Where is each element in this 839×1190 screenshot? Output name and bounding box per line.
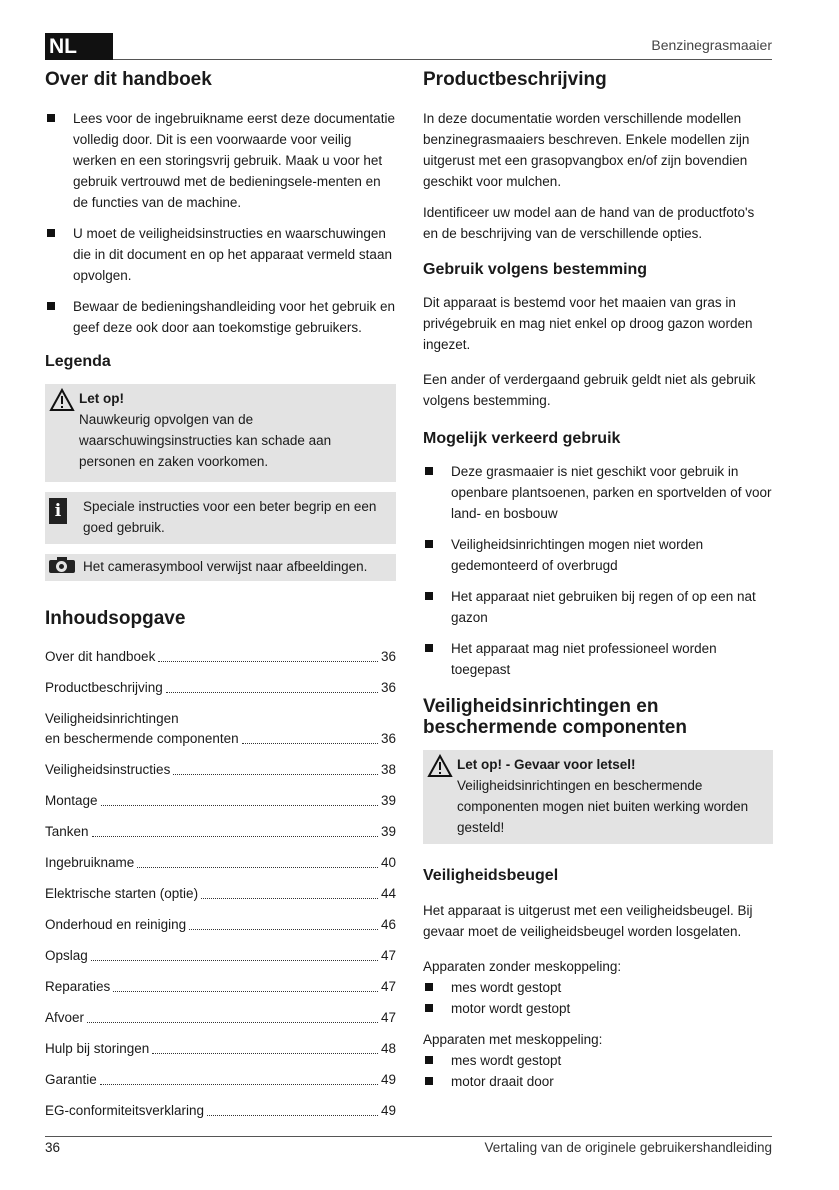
toc-item[interactable]: Opslag 47	[45, 948, 396, 963]
danger-box	[423, 750, 773, 844]
bullet-icon	[47, 229, 55, 237]
warning-text: Nauwkeurig opvolgen van de waarschuwingsinstructies kan schade aan personen en zaken voorkomen.	[79, 412, 332, 469]
list-item: U moet de veiligheidsinstructies en waarschuwingen die in dit document en op het apparaat vermeld staan opvolgen.	[45, 223, 396, 286]
use-paragraph: Een ander of verdergaand gebruik geldt niet als gebruik volgens bestemming.	[423, 372, 756, 408]
bullet-icon	[47, 114, 55, 122]
danger-title: Let op! - Gevaar voor letsel!	[457, 757, 636, 772]
list-item: mes wordt gestopt	[423, 977, 773, 998]
use-paragraph: Dit apparaat is bestemd voor het maaien van gras in privégebruik en mag niet enkel op droog gazon worden ingezet.	[423, 295, 753, 352]
document-title: Benzinegrasmaaier	[651, 37, 772, 53]
page-number: 36	[45, 1140, 61, 1155]
without-clutch-label: Apparaten zonder meskoppeling:	[423, 959, 622, 974]
product-paragraph: Identificeer uw model aan de hand van de productfoto's en de beschrijving van de verschillende opties.	[423, 205, 755, 241]
toc-item[interactable]: Productbeschrijving 36	[45, 680, 396, 695]
toc-item[interactable]: Afvoer 47	[45, 1010, 396, 1025]
use-heading: Gebruik volgens bestemming	[423, 261, 648, 278]
toc-item[interactable]: Onderhoud en reiniging 46	[45, 917, 396, 932]
info-text: Speciale instructies voor een beter begrip en een goed gebruik.	[83, 499, 377, 535]
with-clutch-list	[423, 1050, 773, 1092]
bullet-icon	[425, 1077, 433, 1085]
toc-item[interactable]: Tanken 39	[45, 824, 396, 839]
toc-item[interactable]: Elektrische starten (optie) 44	[45, 886, 396, 901]
toc-item[interactable]: Hulp bij storingen 48	[45, 1041, 396, 1056]
list-item: Deze grasmaaier is niet geschikt voor gebruik in openbare plantsoenen, parken en sportvelden of voor land- en bosbouw	[423, 461, 773, 524]
footer-rule	[45, 1136, 772, 1137]
list-item: motor draait door	[423, 1071, 773, 1092]
toc-item[interactable]: Veiligheidsinrichtingen en beschermende componenten 36	[45, 711, 396, 746]
toc-item[interactable]: Reparaties 47	[45, 979, 396, 994]
legend-heading: Legenda	[45, 353, 111, 370]
toc-item[interactable]: Veiligheidsinstructies 38	[45, 762, 396, 777]
list-item: Het apparaat niet gebruiken bij regen of op een nat gazon	[423, 586, 773, 628]
list-item: mes wordt gestopt	[423, 1050, 773, 1071]
list-item: Het apparaat mag niet professioneel worden toegepast	[423, 638, 773, 680]
warning-triangle-icon	[427, 754, 453, 778]
about-list	[45, 108, 396, 338]
bullet-icon	[425, 1004, 433, 1012]
right-column	[423, 68, 773, 1092]
about-heading: Over dit handboek	[45, 69, 212, 90]
misuse-list	[423, 461, 773, 680]
bullet-icon	[425, 983, 433, 991]
camera-text: Het camerasymbool verwijst naar afbeeldingen.	[83, 559, 368, 574]
warning-box	[45, 384, 396, 482]
info-icon: i	[49, 498, 67, 524]
toc-item[interactable]: Garantie 49	[45, 1072, 396, 1087]
footer-text: Vertaling van de originele gebruikershandleiding	[484, 1140, 772, 1155]
safety-heading: Veiligheidsinrichtingen en beschermende componenten	[423, 696, 687, 738]
header-rule	[113, 59, 772, 60]
bullet-icon	[425, 644, 433, 652]
warning-triangle-icon	[49, 388, 75, 412]
misuse-heading: Mogelijk verkeerd gebruik	[423, 430, 621, 447]
list-item: Bewaar de bedieningshandleiding voor het gebruik en geef deze ook door aan toekomstige gebruikers.	[45, 296, 396, 338]
camera-icon	[49, 560, 75, 573]
bullet-icon	[425, 592, 433, 600]
list-item: Veiligheidsinrichtingen mogen niet worden gedemonteerd of overbrugd	[423, 534, 773, 576]
toc-item[interactable]: Ingebruikname 40	[45, 855, 396, 870]
bullet-icon	[425, 1056, 433, 1064]
toc-item[interactable]: Montage 39	[45, 793, 396, 808]
list-item: Lees voor de ingebruikname eerst deze documentatie volledig door. Dit is een voorwaarde voor veilig werken en een storingsvrij gebruik. Maak u voor het gebruik vertrouwd met de bedieningsele-menten en de functies van de machine.	[45, 108, 396, 213]
toc-item[interactable]: Over dit handboek 36	[45, 649, 396, 664]
toc-heading: Inhoudsopgave	[45, 608, 186, 629]
list-item: motor wordt gestopt	[423, 998, 773, 1019]
product-paragraph: In deze documentatie worden verschillende modellen benzinegrasmaaiers beschreven. Enkele modellen zijn uitgerust met een grasopvangbox en/of zijn bovendien geschikt voor mulchen.	[423, 111, 750, 189]
toc-item[interactable]: EG-conformiteitsverklaring 49	[45, 1103, 396, 1118]
bullet-icon	[425, 467, 433, 475]
danger-text: Veiligheidsinrichtingen en beschermende componenten mogen niet buiten werking worden gesteld!	[457, 778, 749, 835]
language-tag: NL	[45, 33, 113, 60]
bullet-icon	[47, 302, 55, 310]
bracket-paragraph: Het apparaat is uitgerust met een veiligheidsbeugel. Bij gevaar moet de veiligheidsbeugel worden losgelaten.	[423, 903, 753, 939]
without-clutch-list	[423, 977, 773, 1019]
bullet-icon	[425, 540, 433, 548]
left-column	[45, 68, 396, 1132]
warning-title: Let op!	[79, 391, 124, 406]
info-box	[45, 492, 396, 544]
camera-box	[45, 554, 396, 581]
product-heading: Productbeschrijving	[423, 69, 607, 90]
with-clutch-label: Apparaten met meskoppeling:	[423, 1032, 603, 1047]
bracket-heading: Veiligheidsbeugel	[423, 867, 559, 884]
